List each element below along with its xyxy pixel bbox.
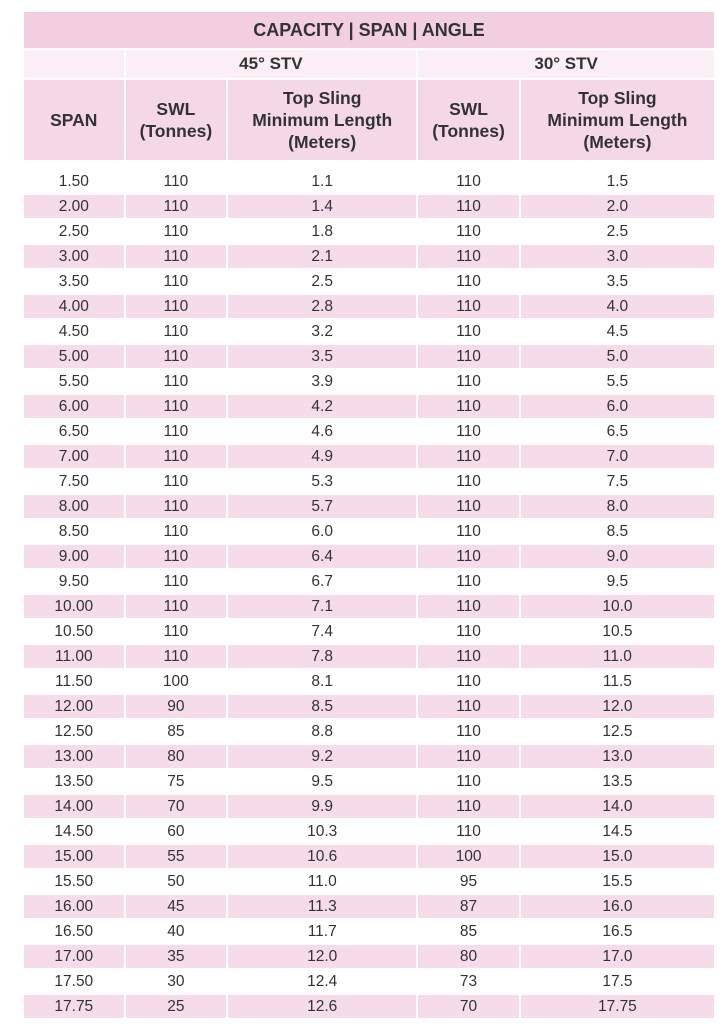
swl-30-cell: 110 <box>418 820 519 843</box>
table-row <box>24 495 714 518</box>
length-30-cell: 6.0 <box>521 395 714 418</box>
swl-45-cell: 60 <box>126 820 227 843</box>
length-30-cell: 16.0 <box>521 895 714 918</box>
span-cell: 8.50 <box>24 520 124 543</box>
table-row <box>24 395 714 418</box>
table-row <box>24 820 714 843</box>
length-30-cell: 7.5 <box>521 470 714 493</box>
table-row <box>24 520 714 543</box>
table-row <box>24 295 714 318</box>
span-cell: 4.00 <box>24 295 124 318</box>
length-30-cell: 11.5 <box>521 670 714 693</box>
swl-45-cell: 110 <box>126 170 227 193</box>
table-row <box>24 895 714 918</box>
table-row <box>24 670 714 693</box>
span-cell: 6.00 <box>24 395 124 418</box>
length-45-cell: 9.5 <box>228 770 416 793</box>
length-45-cell: 3.9 <box>228 370 416 393</box>
swl-45-cell: 70 <box>126 795 227 818</box>
capacity-table-container <box>24 10 714 1020</box>
length-30-cell: 5.0 <box>521 345 714 368</box>
table-row <box>24 695 714 718</box>
swl-30-cell: 110 <box>418 295 519 318</box>
span-cell: 4.50 <box>24 320 124 343</box>
span-cell: 10.50 <box>24 620 124 643</box>
length-45-cell: 10.6 <box>228 845 416 868</box>
table-row <box>24 420 714 443</box>
swl-45-cell: 110 <box>126 245 227 268</box>
span-cell: 11.00 <box>24 645 124 668</box>
length-45-cell: 11.0 <box>228 870 416 893</box>
length-30-cell: 14.0 <box>521 795 714 818</box>
table-row <box>24 845 714 868</box>
table-row <box>24 170 714 193</box>
swl-45-cell: 45 <box>126 895 227 918</box>
table-row <box>24 645 714 668</box>
length-30-cell: 2.5 <box>521 220 714 243</box>
length-45-cell: 4.6 <box>228 420 416 443</box>
header-spacer <box>24 162 714 168</box>
table-row <box>24 445 714 468</box>
swl-30-cell: 110 <box>418 470 519 493</box>
span-cell: 11.50 <box>24 670 124 693</box>
length-30-cell: 1.5 <box>521 170 714 193</box>
swl-45-cell: 110 <box>126 645 227 668</box>
swl-30-cell: 85 <box>418 920 519 943</box>
span-cell: 6.50 <box>24 420 124 443</box>
length-45-cell: 6.4 <box>228 545 416 568</box>
table-row <box>24 270 714 293</box>
length-30-cell: 11.0 <box>521 645 714 668</box>
span-cell: 12.50 <box>24 720 124 743</box>
swl-45-cell: 100 <box>126 670 227 693</box>
group-header-30-stv: 30° STV <box>418 50 714 78</box>
swl-30-cell: 110 <box>418 720 519 743</box>
table-row <box>24 470 714 493</box>
capacity-table <box>22 10 716 1020</box>
span-cell: 7.50 <box>24 470 124 493</box>
span-cell: 2.50 <box>24 220 124 243</box>
swl-45-cell: 55 <box>126 845 227 868</box>
swl-30-cell: 110 <box>418 520 519 543</box>
length-30-cell: 8.0 <box>521 495 714 518</box>
span-cell: 5.00 <box>24 345 124 368</box>
swl-30-cell: 73 <box>418 970 519 993</box>
length-45-cell: 3.2 <box>228 320 416 343</box>
table-row <box>24 245 714 268</box>
table-row <box>24 595 714 618</box>
span-cell: 14.00 <box>24 795 124 818</box>
swl-45-cell: 110 <box>126 195 227 218</box>
swl-30-cell: 110 <box>418 495 519 518</box>
group-header-empty <box>24 50 124 78</box>
swl-45-cell: 110 <box>126 570 227 593</box>
span-cell: 5.50 <box>24 370 124 393</box>
length-45-cell: 11.7 <box>228 920 416 943</box>
length-30-cell: 3.5 <box>521 270 714 293</box>
span-cell: 13.50 <box>24 770 124 793</box>
swl-30-cell: 110 <box>418 420 519 443</box>
swl-45-cell: 110 <box>126 420 227 443</box>
swl-45-cell: 90 <box>126 695 227 718</box>
swl-45-cell: 75 <box>126 770 227 793</box>
swl-30-cell: 110 <box>418 220 519 243</box>
span-cell: 15.00 <box>24 845 124 868</box>
length-30-cell: 7.0 <box>521 445 714 468</box>
swl-45-cell: 30 <box>126 970 227 993</box>
length-45-cell: 9.9 <box>228 795 416 818</box>
length-30-cell: 14.5 <box>521 820 714 843</box>
span-cell: 16.50 <box>24 920 124 943</box>
length-45-cell: 1.4 <box>228 195 416 218</box>
swl-30-cell: 110 <box>418 445 519 468</box>
table-row <box>24 995 714 1018</box>
length-45-cell: 8.5 <box>228 695 416 718</box>
table-row <box>24 195 714 218</box>
length-45-cell: 6.0 <box>228 520 416 543</box>
column-header-swl-30: SWL (Tonnes) <box>418 80 519 160</box>
swl-30-cell: 110 <box>418 270 519 293</box>
length-45-cell: 6.7 <box>228 570 416 593</box>
length-30-cell: 5.5 <box>521 370 714 393</box>
swl-30-cell: 110 <box>418 370 519 393</box>
span-cell: 12.00 <box>24 695 124 718</box>
length-45-cell: 3.5 <box>228 345 416 368</box>
swl-45-cell: 110 <box>126 395 227 418</box>
swl-45-cell: 110 <box>126 595 227 618</box>
length-30-cell: 4.5 <box>521 320 714 343</box>
length-45-cell: 12.4 <box>228 970 416 993</box>
column-header-swl-45: SWL (Tonnes) <box>126 80 227 160</box>
table-row <box>24 970 714 993</box>
swl-45-cell: 110 <box>126 445 227 468</box>
table-row <box>24 795 714 818</box>
span-cell: 16.00 <box>24 895 124 918</box>
length-45-cell: 7.8 <box>228 645 416 668</box>
swl-45-cell: 85 <box>126 720 227 743</box>
length-30-cell: 12.5 <box>521 720 714 743</box>
table-header <box>24 12 714 168</box>
span-cell: 10.00 <box>24 595 124 618</box>
table-row <box>24 320 714 343</box>
span-cell: 9.50 <box>24 570 124 593</box>
swl-30-cell: 80 <box>418 945 519 968</box>
table-row <box>24 870 714 893</box>
length-30-cell: 17.75 <box>521 995 714 1018</box>
table-row <box>24 945 714 968</box>
swl-30-cell: 100 <box>418 845 519 868</box>
length-45-cell: 8.1 <box>228 670 416 693</box>
swl-30-cell: 95 <box>418 870 519 893</box>
swl-45-cell: 110 <box>126 470 227 493</box>
length-30-cell: 13.0 <box>521 745 714 768</box>
length-30-cell: 9.5 <box>521 570 714 593</box>
swl-30-cell: 110 <box>418 695 519 718</box>
length-45-cell: 4.9 <box>228 445 416 468</box>
length-45-cell: 5.3 <box>228 470 416 493</box>
length-45-cell: 2.1 <box>228 245 416 268</box>
length-30-cell: 10.0 <box>521 595 714 618</box>
span-cell: 3.00 <box>24 245 124 268</box>
table-row <box>24 220 714 243</box>
table-row <box>24 920 714 943</box>
swl-30-cell: 110 <box>418 620 519 643</box>
swl-30-cell: 110 <box>418 170 519 193</box>
length-45-cell: 12.0 <box>228 945 416 968</box>
length-45-cell: 12.6 <box>228 995 416 1018</box>
swl-45-cell: 25 <box>126 995 227 1018</box>
table-row <box>24 345 714 368</box>
column-header-length-30: Top Sling Minimum Length (Meters) <box>521 80 714 160</box>
length-30-cell: 17.5 <box>521 970 714 993</box>
swl-30-cell: 110 <box>418 395 519 418</box>
group-header-45-stv: 45° STV <box>126 50 417 78</box>
length-45-cell: 4.2 <box>228 395 416 418</box>
swl-45-cell: 110 <box>126 345 227 368</box>
length-45-cell: 1.1 <box>228 170 416 193</box>
length-30-cell: 2.0 <box>521 195 714 218</box>
span-cell: 9.00 <box>24 545 124 568</box>
swl-45-cell: 110 <box>126 520 227 543</box>
swl-30-cell: 110 <box>418 570 519 593</box>
swl-45-cell: 110 <box>126 220 227 243</box>
swl-30-cell: 70 <box>418 995 519 1018</box>
span-cell: 1.50 <box>24 170 124 193</box>
swl-45-cell: 110 <box>126 320 227 343</box>
length-30-cell: 10.5 <box>521 620 714 643</box>
swl-45-cell: 110 <box>126 495 227 518</box>
table-row <box>24 745 714 768</box>
span-cell: 8.00 <box>24 495 124 518</box>
length-30-cell: 8.5 <box>521 520 714 543</box>
column-header-length-45: Top Sling Minimum Length (Meters) <box>228 80 416 160</box>
span-cell: 2.00 <box>24 195 124 218</box>
swl-30-cell: 110 <box>418 245 519 268</box>
span-cell: 15.50 <box>24 870 124 893</box>
span-cell: 13.00 <box>24 745 124 768</box>
table-row <box>24 570 714 593</box>
span-cell: 3.50 <box>24 270 124 293</box>
length-30-cell: 13.5 <box>521 770 714 793</box>
swl-45-cell: 40 <box>126 920 227 943</box>
swl-30-cell: 110 <box>418 795 519 818</box>
swl-30-cell: 110 <box>418 195 519 218</box>
swl-45-cell: 110 <box>126 370 227 393</box>
length-45-cell: 11.3 <box>228 895 416 918</box>
length-45-cell: 7.1 <box>228 595 416 618</box>
length-45-cell: 1.8 <box>228 220 416 243</box>
length-45-cell: 7.4 <box>228 620 416 643</box>
length-45-cell: 2.8 <box>228 295 416 318</box>
swl-45-cell: 35 <box>126 945 227 968</box>
table-row <box>24 720 714 743</box>
length-30-cell: 6.5 <box>521 420 714 443</box>
length-45-cell: 5.7 <box>228 495 416 518</box>
length-45-cell: 2.5 <box>228 270 416 293</box>
length-30-cell: 17.0 <box>521 945 714 968</box>
length-45-cell: 9.2 <box>228 745 416 768</box>
span-cell: 17.75 <box>24 995 124 1018</box>
table-row <box>24 620 714 643</box>
length-30-cell: 9.0 <box>521 545 714 568</box>
swl-30-cell: 110 <box>418 545 519 568</box>
swl-30-cell: 110 <box>418 745 519 768</box>
swl-30-cell: 87 <box>418 895 519 918</box>
column-header-span: SPAN <box>24 80 124 160</box>
swl-45-cell: 110 <box>126 270 227 293</box>
length-30-cell: 4.0 <box>521 295 714 318</box>
table-title: CAPACITY | SPAN | ANGLE <box>24 12 714 48</box>
swl-45-cell: 110 <box>126 545 227 568</box>
swl-45-cell: 80 <box>126 745 227 768</box>
length-30-cell: 15.0 <box>521 845 714 868</box>
table-row <box>24 545 714 568</box>
swl-30-cell: 110 <box>418 645 519 668</box>
span-cell: 14.50 <box>24 820 124 843</box>
span-cell: 7.00 <box>24 445 124 468</box>
swl-30-cell: 110 <box>418 770 519 793</box>
span-cell: 17.50 <box>24 970 124 993</box>
span-cell: 17.00 <box>24 945 124 968</box>
table-row <box>24 370 714 393</box>
swl-45-cell: 110 <box>126 295 227 318</box>
swl-30-cell: 110 <box>418 320 519 343</box>
length-30-cell: 15.5 <box>521 870 714 893</box>
swl-45-cell: 110 <box>126 620 227 643</box>
length-30-cell: 3.0 <box>521 245 714 268</box>
length-30-cell: 16.5 <box>521 920 714 943</box>
length-45-cell: 8.8 <box>228 720 416 743</box>
table-body <box>24 170 714 1018</box>
swl-30-cell: 110 <box>418 595 519 618</box>
swl-30-cell: 110 <box>418 670 519 693</box>
swl-45-cell: 50 <box>126 870 227 893</box>
length-30-cell: 12.0 <box>521 695 714 718</box>
table-row <box>24 770 714 793</box>
swl-30-cell: 110 <box>418 345 519 368</box>
length-45-cell: 10.3 <box>228 820 416 843</box>
